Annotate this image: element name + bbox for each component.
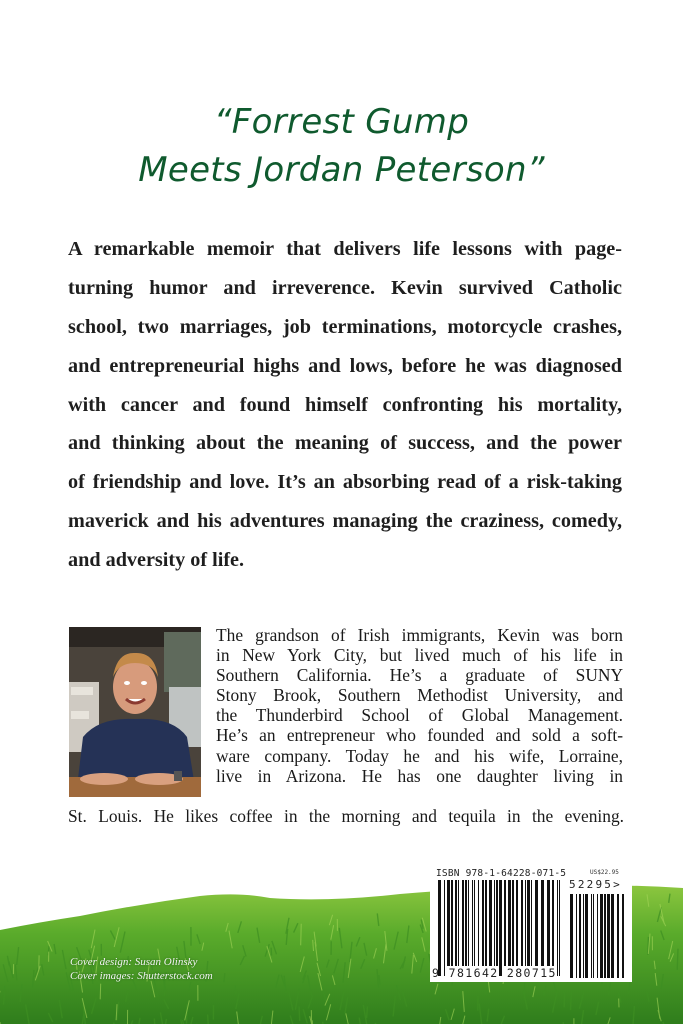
book-blurb (68, 230, 622, 580)
blurb-line: and thinking about the meaning of success, and the power (68, 432, 622, 455)
blurb-line: of friendship and love. It’s an absorbing read of a risk-taking (68, 471, 622, 494)
price-addon-bars (570, 894, 626, 978)
grass-blade (271, 948, 272, 956)
barcode-bar (591, 894, 592, 978)
barcode-bar (525, 880, 526, 966)
barcode-bar (455, 880, 457, 966)
barcode-bar (583, 894, 584, 978)
ean-digits: 9 781642 280715 (432, 966, 557, 980)
blurb-line: and adversity of life. (68, 549, 245, 572)
barcode-bar (496, 880, 498, 966)
barcode-bar (516, 880, 518, 966)
bio-line: Stony Brook, Southern Methodist University, and (216, 685, 623, 706)
cover-images-credit: Cover images: Shutterstock.com (70, 970, 213, 982)
cover-credits (70, 955, 213, 983)
barcode-bar (444, 880, 445, 976)
barcode-bar (468, 880, 469, 966)
headline-line-1: “Forrest Gump (213, 102, 470, 142)
grass-blade (571, 992, 572, 1010)
price-label: US$22.95 (590, 869, 619, 876)
bio-line: live in Arizona. He has one daughter living in (216, 765, 623, 786)
grass-blade (100, 984, 101, 1000)
barcode-bar (521, 880, 523, 966)
barcode-bar (593, 894, 594, 978)
barcode-bar (458, 880, 459, 966)
grass-blade (677, 949, 678, 970)
bio-line: the Thunderbird School of Global Management. (216, 705, 623, 726)
author-photo-illustration (69, 627, 201, 797)
cover-design-credit: Cover design: Susan Olinsky (70, 956, 198, 968)
barcode-bar (611, 894, 614, 978)
barcode-bar (527, 880, 530, 966)
blurb-line: A remarkable memoir that delivers life lessons with page- (68, 238, 622, 260)
barcode-bar (570, 894, 573, 978)
author-bio (216, 625, 623, 786)
barcode-bar (552, 880, 554, 966)
blurb-line: school, two marriages, job terminations, motorcycle crashes, (68, 315, 622, 338)
bio-last-line: St. Louis. He likes coffee in the morning and tequila in the evening. (68, 806, 624, 826)
grass-blade (235, 985, 236, 994)
barcode-bar (462, 880, 464, 966)
barcode-bar (485, 880, 487, 966)
barcode-bar (600, 894, 603, 978)
headline-line-2: Meets Jordan Peterson” (138, 150, 545, 190)
bio-line: ware company. Today he and his wife, Lorraine, (216, 745, 623, 766)
barcode-bar (489, 880, 492, 966)
barcode-bar (508, 880, 511, 966)
barcode-bar (438, 880, 441, 976)
bio-line: in New York City, but lived much of his life in (216, 645, 623, 666)
blurb-line: with cancer and found himself confronting his mortality, (68, 393, 622, 416)
author-photo (69, 627, 201, 797)
barcode-bar (482, 880, 484, 966)
barcode-bar (499, 880, 502, 976)
barcode-bar (535, 880, 538, 966)
barcode-bar (597, 894, 598, 978)
bio-line: The grandson of Irish immigrants, Kevin was born (216, 625, 623, 645)
barcode-bar (541, 880, 544, 966)
barcode-bar (576, 894, 577, 978)
grass-blade (224, 973, 225, 982)
blurb-line: and entrepreneurial highs and lows, before he was diagnosed (68, 354, 622, 377)
addon-digits: 52295> (569, 878, 622, 891)
isbn-barcode (430, 866, 632, 982)
barcode-bar (557, 880, 558, 976)
barcode-bar (474, 880, 475, 966)
blurb-line: turning humor and irreverence. Kevin survived Catholic (68, 276, 622, 299)
grass-blade (367, 1006, 368, 1018)
barcode-bar (451, 880, 453, 966)
barcode-bar (604, 894, 606, 978)
barcode-bar (447, 880, 450, 966)
ean-barcode-bars (438, 880, 562, 976)
barcode-bar (559, 880, 560, 976)
barcode-bar (547, 880, 550, 966)
headline (0, 98, 683, 194)
barcode-bar (512, 880, 514, 966)
barcode-bar (585, 894, 588, 978)
barcode-bar (607, 894, 610, 978)
grass-blade (299, 1007, 300, 1021)
barcode-bar (478, 880, 479, 966)
barcode-bar (531, 880, 532, 966)
barcode-bar (494, 880, 495, 966)
barcode-bar (472, 880, 473, 966)
grass-blade (301, 924, 302, 946)
barcode-bar (579, 894, 581, 978)
barcode-bar (465, 880, 467, 966)
bio-line: Southern California. He’s a graduate of SUNY (216, 665, 623, 686)
barcode-bar (504, 880, 506, 966)
barcode-bar (617, 894, 619, 978)
isbn-label: ISBN 978-1-64228-071-5 (436, 868, 567, 879)
blurb-line: maverick and his adventures managing the craziness, comedy, (68, 510, 622, 533)
bio-line: He’s an entrepreneur who founded and sold a soft- (216, 725, 623, 746)
barcode-bar (622, 894, 624, 978)
